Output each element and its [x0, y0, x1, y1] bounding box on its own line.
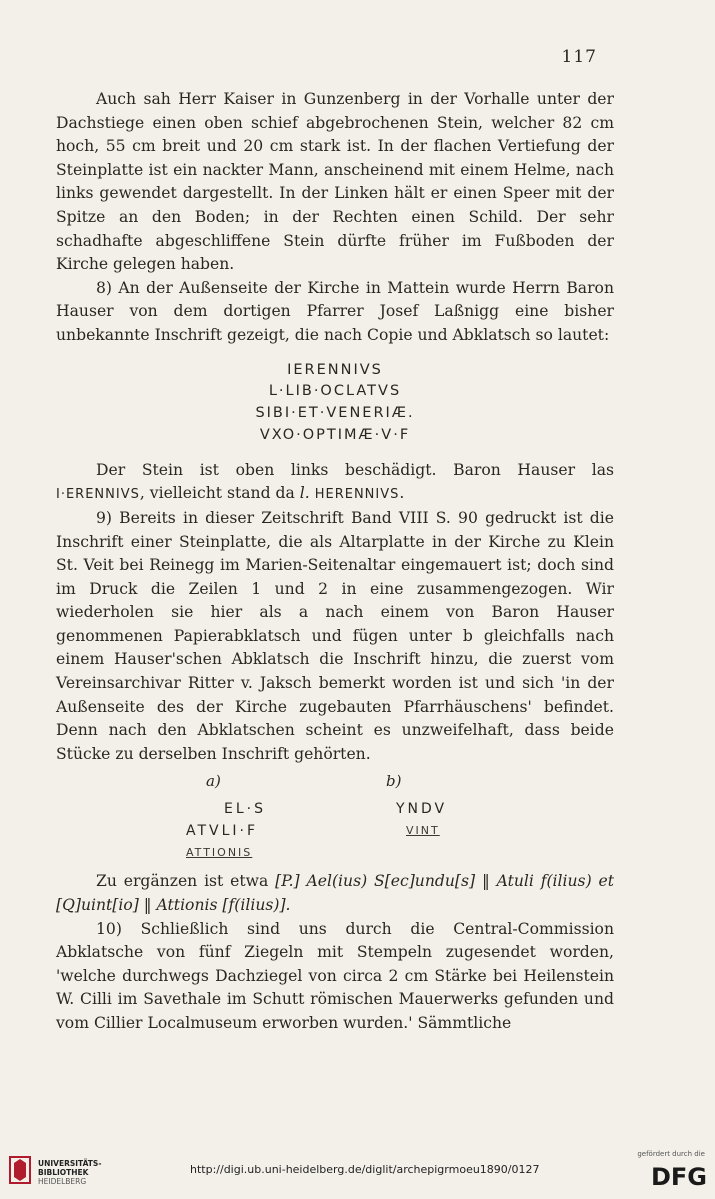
fragment-line: VINT	[406, 824, 440, 838]
italic-text: l.	[299, 484, 310, 503]
italic-text: [P.] Ael(ius) S[ec]undu[s] ‖ Atuli f(ilius) et [Q]uint[io] ‖ Attionis [f(ilius)].	[56, 872, 614, 915]
paragraph: 10) Schließlich sind uns durch die Central-Commission Abklatsche von fünf Ziegeln mit Stempeln zugesendet worden, 'welche durchwegs Dachziegel von circa 2 cm Stärke bei Heilenstein W. Cilli im Savethale im Schutt römischen Mauerwerks gefunden und vom Cillier Localmuseum erworben wurden.' Sämmtliche	[56, 919, 614, 1032]
inscription-line: SIBI·ET·VENERIÆ.	[255, 405, 415, 422]
university-library-logo-icon	[8, 1155, 32, 1185]
paragraph: 8) An der Außenseite der Kirche in Mattein wurde Herrn Baron Hauser von dem dortigen Pfarrer Josef Laßnigg eine bisher unbekannte Inschrift gezeigt, die nach Copie und Abklatsch so lautet:	[56, 278, 614, 344]
inscription-line: IERENNIVS	[287, 361, 383, 378]
footer	[0, 1145, 715, 1199]
source-url-link[interactable]: http://digi.ub.uni-heidelberg.de/diglit/archepigrmoeu1890/0127	[190, 1163, 540, 1176]
inscription-reading: HERENNIVS	[314, 487, 400, 503]
dfg-logo: DFG	[650, 1163, 707, 1191]
library-name	[38, 1159, 101, 1186]
inscription-block	[56, 360, 614, 447]
fragment-line: EL·S	[224, 801, 266, 818]
library-line: HEIDELBERG	[38, 1177, 87, 1186]
fragment-line: ATVLI·F	[186, 823, 259, 840]
fragment-b	[396, 798, 476, 842]
text-run: , vielleicht stand da	[139, 484, 295, 503]
inscription-fragments	[56, 770, 614, 860]
library-line: BIBLIOTHEK	[38, 1168, 89, 1177]
text-run: Zu ergänzen ist etwa	[96, 872, 269, 891]
inscription-line: L·LIB·OCLATVS	[268, 383, 402, 400]
dfg-caption: gefördert durch die	[637, 1150, 705, 1158]
fragment-a-label: a)	[206, 772, 221, 791]
fragment-a	[186, 798, 326, 864]
text-run: Der Stein ist oben links beschädigt. Baron Hauser las	[96, 460, 614, 479]
fragment-line: ATTIONIS	[186, 846, 253, 860]
page-body	[56, 88, 614, 1036]
fragment-line: YNDV	[396, 801, 448, 818]
inscription-reading: I·ERENNIVS	[56, 487, 140, 503]
paragraph	[56, 870, 614, 917]
inscription-line: VXO·OPTIMÆ·V·F	[259, 426, 411, 443]
library-line: UNIVERSITÄTS-	[38, 1159, 102, 1168]
fragment-b-label: b)	[386, 772, 402, 791]
page-number: 117	[561, 47, 597, 67]
paragraph: Auch sah Herr Kaiser in Gunzenberg in der Vorhalle unter der Dachstiege einen oben schief abgebrochenen Stein, welcher 82 cm hoch, 55 cm breit und 20 cm stark ist. In der flachen Vertiefung der Steinplatte ist ein nackter Mann, anscheinend mit einem Helme, nach links gewendet dargestellt. In der Linken hält er einen Speer mit der Spitze an den Boden; in der Rechten einen Schild. Der sehr schadhafte abgeschliffene Stein dürfte früher im Fußboden der Kirche gelegen haben.	[56, 90, 614, 274]
text-run: .	[399, 484, 405, 503]
paragraph	[56, 459, 614, 507]
paragraph: 9) Bereits in dieser Zeitschrift Band VIII S. 90 gedruckt ist die Inschrift einer Steinplatte, die als Altarplatte in der Kirche zu Klein St. Veit bei Reinegg im Marien-Seitenaltar eingemauert ist; doch sind im Druck die Zeilen 1 und 2 in eine zusammengezogen. Wir wiederholen sie hier als a nach einem von Baron Hauser genommenen Papierabklatsch und fügen unter b gleichfalls nach einem Hauser'schen Abklatsch die Inschrift hinzu, die zuerst vom Vereinsarchivar Ritter v. Jaksch bemerkt worden ist und sich 'in der Außenseite des der Kirche zugebauten Pfarrhäuschens' befindet. Denn nach den Abklatschen scheint es unzweifelhaft, dass beide Stücke zu derselben Inschrift gehörten.	[56, 508, 614, 763]
